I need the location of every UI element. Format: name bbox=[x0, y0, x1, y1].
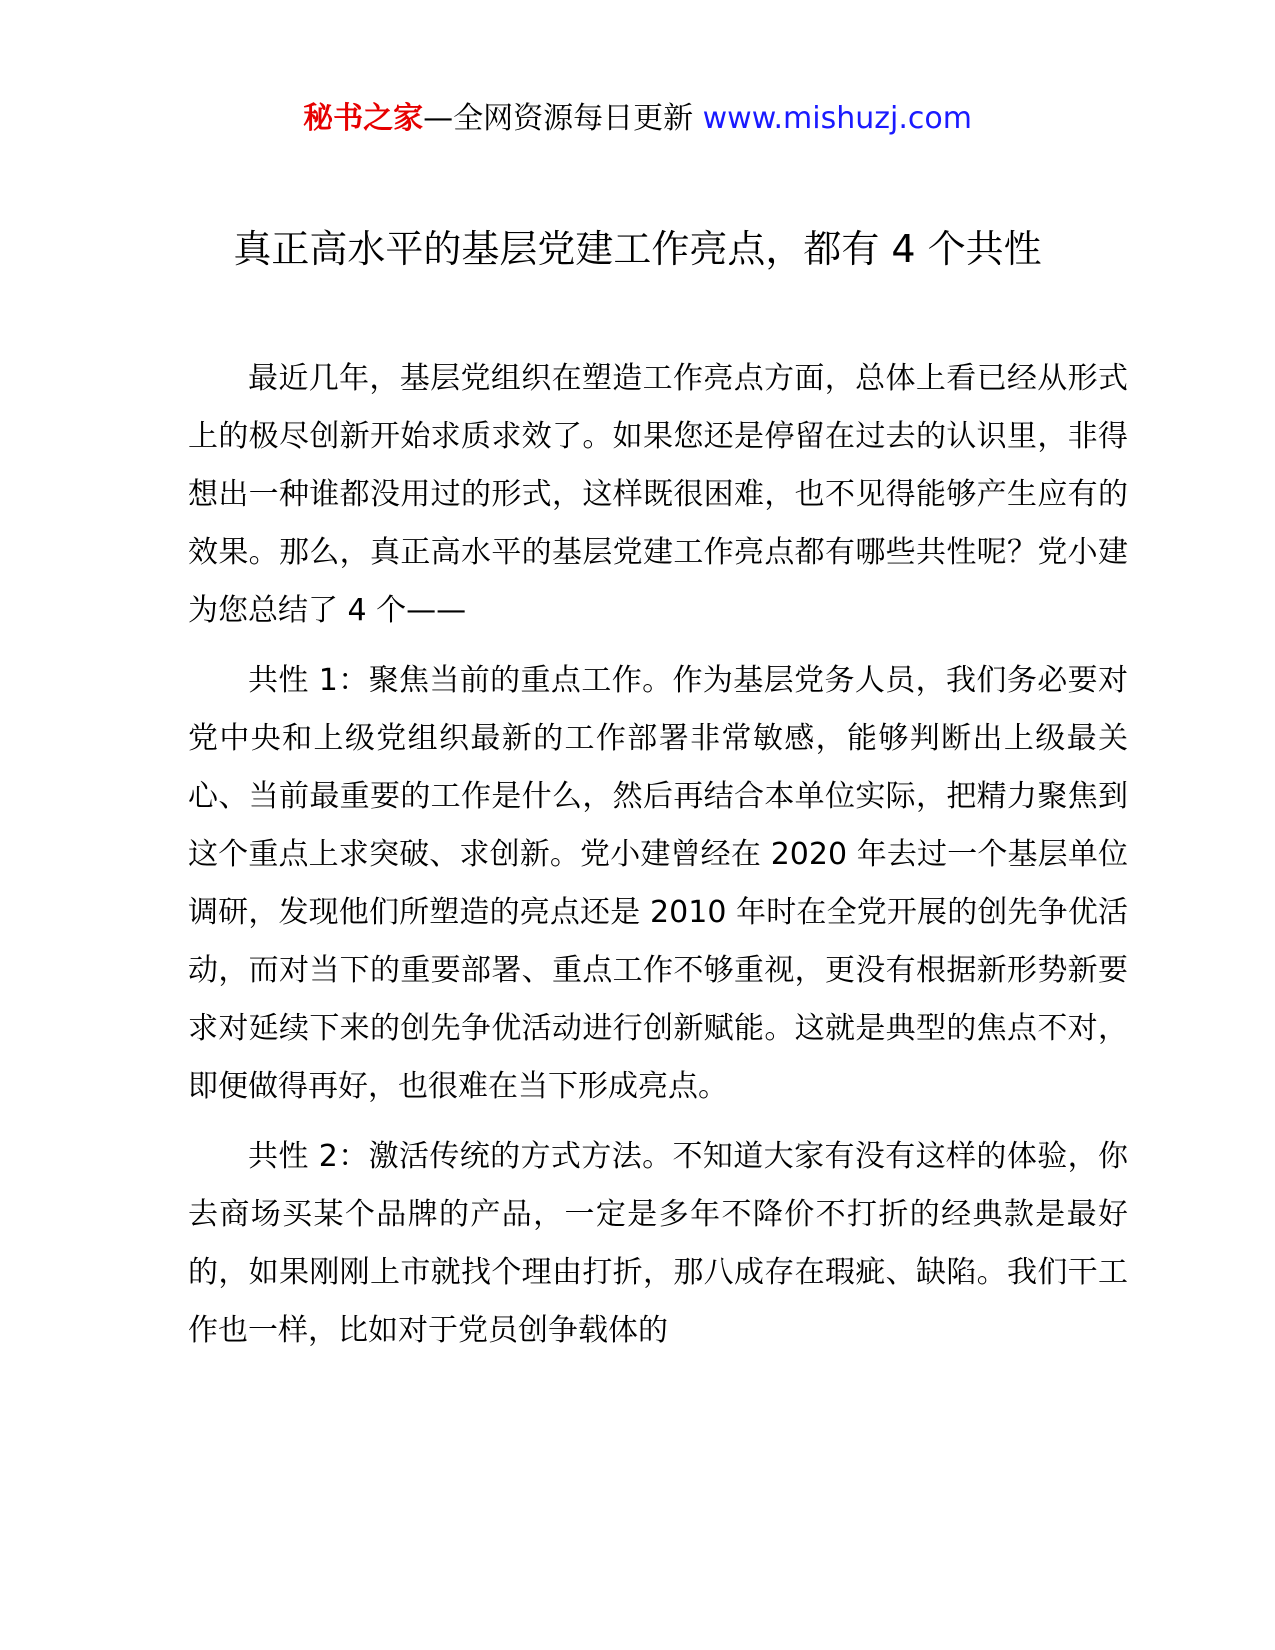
document-title: 真正高水平的基层党建工作亮点，都有 4 个共性 bbox=[233, 227, 1042, 271]
paragraph-commonality-1: 共性 1：聚焦当前的重点工作。作为基层党务人员，我们务必要对党中央和上级党组织最新的工作部署非常敏感，能够判断出上级最关心、当前最重要的工作是什么，然后再结合本单位实际，把精力聚焦到这个重点上求突破、求创新。党小建曾经在 2020 年去过一个基层单位调研，发现他们所塑造的亮点还是 2010 年时在全党开展的创先争优活动，而对当下的重要部署、重点工作不够重视，更没有根据新形势新要求对延续下来的创先争优活动进行创新赋能。这就是典型的焦点不对，即便做得再好，也很难在当下形成亮点。 bbox=[188, 663, 1128, 1104]
header-slogan: —全网资源每日更新 bbox=[423, 101, 703, 136]
brand-name: 秘书之家 bbox=[303, 101, 424, 136]
paragraph-intro: 最近几年，基层党组织在塑造工作亮点方面，总体上看已经从形式上的极尽创新开始求质求效了。如果您还是停留在过去的认识里，非得想出一种谁都没用过的形式，这样既很困难，也不见得能够产生应有的效果。那么，真正高水平的基层党建工作亮点都有哪些共性呢？党小建为您总结了 4 个—— bbox=[188, 361, 1128, 628]
site-header bbox=[0, 98, 1275, 140]
paragraph-commonality-2: 共性 2：激活传统的方式方法。不知道大家有没有这样的体验，你去商场买某个品牌的产品，一定是多年不降价不打折的经典款是最好的，如果刚刚上市就找个理由打折，那八成存在瑕疵、缺陷。我们干工作也一样，比如对于党员创争载体的 bbox=[188, 1139, 1128, 1348]
site-url-link[interactable]: www.mishuzj.com bbox=[702, 101, 972, 136]
document-body bbox=[188, 350, 1128, 1372]
